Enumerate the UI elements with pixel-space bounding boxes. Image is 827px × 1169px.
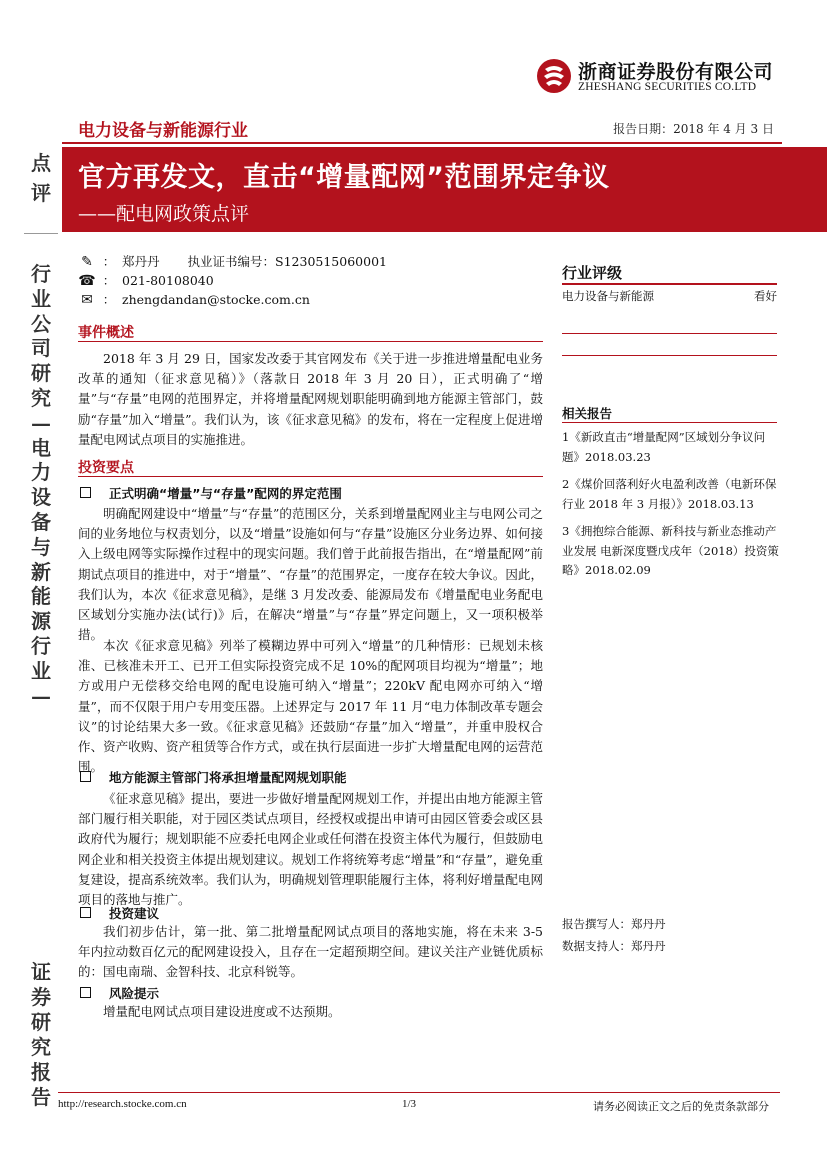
side-divider (24, 233, 58, 234)
header-rule (62, 142, 782, 144)
rating-rule (562, 283, 777, 285)
company-name-cn: 浙商证券股份有限公司 (578, 61, 774, 83)
phone-number: 021-80108040 (122, 273, 214, 288)
rating-divider-2 (562, 355, 777, 356)
company-name-en: ZHESHANG SECURITIES CO.LTD (578, 81, 757, 93)
envelope-icon: ✉ (81, 292, 93, 308)
email-link[interactable]: zhengdandan@stocke.com.cn (122, 292, 310, 307)
scope-paragraph-2: 本次《征求意见稿》列举了模糊边界中可列入“增量”的几种情形：已规划未核准、已核准未开工、已开工但实际投资完成不足 10%的配网项目均视为“增量”；地方或用户无偿移交给电网的配电设施可纳入“增量”；220kV 配电网亦可纳入“增量”，而不仅限于用户专用变压器。上述界定与 2017 年 11 月“电力体制改革专题会议”的讨论结果大多一致。《征求意见稿》还鼓励“存量”加入“增量”，并重申股权合作、资产收购、资产租赁等合作方式，或在执行层面进一步扩大增量配电网的运营范围。 (78, 638, 543, 775)
report-date: 报告日期：2018 年 4 月 3 日 (613, 122, 774, 136)
related-rule (562, 422, 777, 423)
email-row: ✉ ： zhengdandan@stocke.com.cn (78, 290, 310, 308)
author-row: ✎ ： 郑丹丹 执业证书编号：S1230515060001 (78, 252, 387, 270)
company-logo-icon (536, 58, 572, 94)
footer-url[interactable]: http://research.stocke.com.cn (58, 1098, 187, 1110)
side-label-report-type: 点 评 (31, 151, 51, 205)
bullet-box-icon (80, 771, 91, 782)
related-item[interactable]: 1《新政直击“增量配网”区域划分争议问题》2018.03.23 (562, 430, 766, 464)
pen-icon: ✎ (81, 254, 93, 270)
rating-value: 看好 (754, 289, 777, 303)
bullet-risk: 风险提示 (80, 984, 159, 1002)
bullet-scope-definition: 正式明确“增量”与“存量”配网的界定范围 (80, 484, 342, 502)
invest-rule (78, 476, 543, 477)
bullet-box-icon (80, 987, 91, 998)
related-list (562, 428, 782, 589)
report-writer: 报告撰写人：郑丹丹 (562, 917, 666, 931)
phone-icon: ☎ (78, 273, 96, 289)
related-item[interactable]: 2《煤价回落利好火电盈利改善（电新环保行业 2018 年 3 月报）》2018.03.13 (562, 477, 777, 511)
rating-row (562, 288, 777, 304)
bullet-box-icon (80, 907, 91, 918)
report-subtitle: ——配电网政策点评 (78, 203, 250, 225)
related-item[interactable]: 3《拥抱综合能源、新科技与新业态推动产业发展 电新深度暨戊戌年（2018）投资策略》2018.02.09 (562, 524, 779, 577)
side-label-document-type: 证 券 研 究 报 告 (31, 960, 51, 1109)
rating-divider-1 (562, 333, 777, 334)
advice-paragraph: 我们初步估计，第一批、第二批增量配网试点项目的落地实施，将在未来 3-5 年内拉动数百亿元的配网建设投入，且存在一定超预期空间。建议关注产业链优质标的：国电南瑞、金智科技、北京科锐等。 (78, 924, 543, 980)
bullet-planning-function: 地方能源主管部门将承担增量配网规划职能 (80, 768, 347, 786)
industry-title: 电力设备与新能源行业 (78, 121, 248, 141)
footer-rule (58, 1092, 780, 1093)
rating-heading: 行业评级 (562, 264, 623, 282)
event-heading: 事件概述 (78, 325, 134, 341)
scope-paragraph-1: 明确配网建设中“增量”与“存量”的范围区分，关系到增量配网业主与电网公司之间的业务地位与权责划分，以及“增量”设施如何与“存量”设施区分业务边界、如何接入上级电网等实际操作过程中的现实问题。我们曾于此前报告指出，在“增量配网”前期试点项目的推进中，对于“增量”、“存量”的范围界定，一度存在较大争议。因此，我们认为，本次《征求意见稿》，是继 3 月发改委、能源局发布《增量配电业务配电区域划分实施办法(试行)》后，在解决“增量”与“存量”界定问题上，又一项积极举措。 (78, 506, 543, 643)
phone-row: ☎ ： 021-80108040 (78, 273, 214, 289)
side-label-category: 行 业 公 司 研 究 — 电 力 设 备 与 新 能 源 行 业 — (31, 262, 51, 708)
report-title: 官方再发文，直击“增量配网”范围界定争议 (78, 162, 610, 193)
event-paragraph: 2018 年 3 月 29 日，国家发改委于其官网发布《关于进一步推进增量配电业务改革的通知（征求意见稿）》（落款日 2018 年 3 月 20 日），正式明确了“增量”与“存量”电网的范围界定，并将增量配网规划职能明确到地方能源主管部门，鼓励“存量”加入“增量”。我们认为，该《征求意见稿》的发布，将在一定程度上促进增量配电网试点项目的实施推进。 (78, 351, 543, 447)
risk-paragraph: 增量配电网试点项目建设进度或不达预期。 (103, 1004, 341, 1019)
page-number: 1/3 (402, 1098, 417, 1110)
footer-disclaimer: 请务必阅读正文之后的免责条款部分 (593, 1100, 769, 1113)
invest-heading: 投资要点 (78, 460, 134, 476)
event-rule (78, 341, 543, 342)
bullet-investment-advice: 投资建议 (80, 904, 159, 922)
data-supporter: 数据支持人：郑丹丹 (562, 939, 666, 953)
rating-sector: 电力设备与新能源 (562, 289, 654, 303)
planning-paragraph: 《征求意见稿》提出，要进一步做好增量配网规划工作，并提出由地方能源主管部门履行相关职能，对于园区类试点项目，经授权或提出申请可由园区管委会或区县政府代为履行；规划职能不应委托电网企业或任何潜在投资主体代为履行，但鼓励电网企业和相关投资主体提出规划建议。规划工作将统筹考虑“增量”和“存量”，避免重复建设，提高系统效率。我们认为，明确规划管理职能履行主体，将利好增量配电网项目的落地与推广。 (78, 791, 543, 908)
related-heading: 相关报告 (562, 406, 613, 421)
author-name: 郑丹丹 (122, 254, 160, 269)
cert-number: S1230515060001 (275, 254, 387, 269)
bullet-box-icon (80, 487, 91, 498)
